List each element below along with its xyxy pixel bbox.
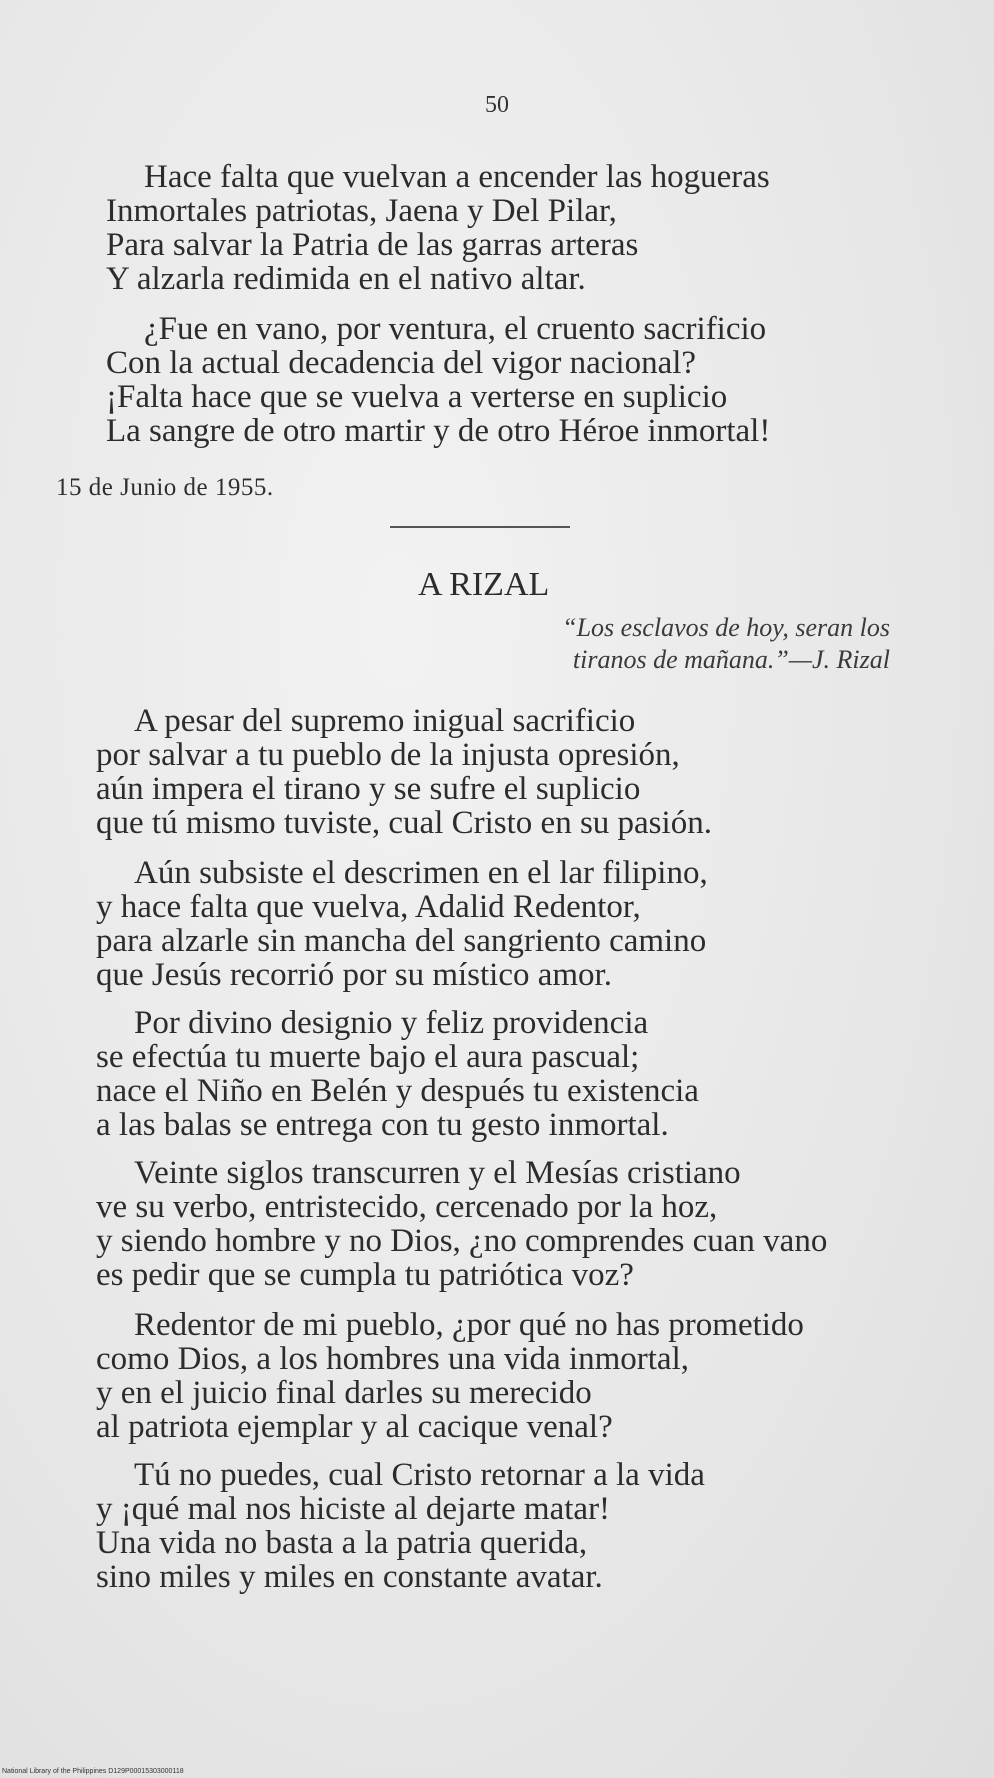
poem-line: Aún subsiste el descrimen en el lar filipino,: [134, 855, 708, 891]
poem-line: como Dios, a los hombres una vida inmortal,: [96, 1341, 689, 1377]
poem-line: que Jesús recorrió por su místico amor.: [96, 957, 612, 993]
poem-line: y en el juicio final darles su merecido: [96, 1375, 592, 1411]
poem-line: se efectúa tu muerte bajo el aura pascual;: [96, 1039, 640, 1075]
stanza-7: [96, 1308, 804, 1444]
library-credit: National Library of the Philippines D129P00015303000118: [2, 1768, 184, 1775]
poem-line: Inmortales patriotas, Jaena y Del Pilar,: [106, 193, 617, 229]
poem-line: Tú no puedes, cual Cristo retornar a la vida: [134, 1457, 705, 1493]
epigraph-line: tiranos de mañana.”—J. Rizal: [572, 645, 890, 674]
poem-line: y hace falta que vuelva, Adalid Redentor,: [96, 889, 641, 925]
poem-line: A pesar del supremo inigual sacrificio: [134, 703, 636, 739]
poem-line: La sangre de otro martir y de otro Héroe inmortal!: [106, 413, 771, 449]
poem-line: Veinte siglos transcurren y el Mesías cristiano: [134, 1155, 741, 1191]
stanza-3: [96, 704, 712, 840]
page-number: 50: [485, 92, 509, 118]
stanza-8: [96, 1458, 705, 1594]
poem-line: ¿Fue en vano, por ventura, el cruento sacrificio: [144, 311, 767, 347]
poem-line: Una vida no basta a la patria querida,: [96, 1525, 588, 1561]
section-divider: [390, 526, 570, 528]
poem-line: ¡Falta hace que se vuelva a verterse en suplicio: [106, 379, 728, 415]
stanza-1: [106, 160, 770, 296]
poem-title: A RIZAL: [418, 566, 550, 603]
poem-line: Y alzarla redimida en el nativo altar.: [106, 261, 586, 297]
poem-line: ve su verbo, entristecido, cercenado por la hoz,: [96, 1189, 718, 1225]
poem-line: aún impera el tirano y se sufre el suplicio: [96, 771, 641, 807]
stanza-4: [96, 856, 708, 992]
stanza-6: [96, 1156, 827, 1292]
epigraph-line: “Los esclavos de hoy, seran los: [562, 613, 890, 642]
poem-line: Por divino designio y feliz providencia: [134, 1005, 649, 1041]
poem-line: Para salvar la Patria de las garras arteras: [106, 227, 639, 263]
stanza-5: [96, 1006, 699, 1142]
poem-line: Con la actual decadencia del vigor nacional?: [106, 345, 697, 381]
poem-line: sino miles y miles en constante avatar.: [96, 1559, 603, 1595]
poem-line: para alzarle sin mancha del sangriento camino: [96, 923, 707, 959]
poem-line: nace el Niño en Belén y después tu existencia: [96, 1073, 699, 1109]
poem-line: a las balas se entrega con tu gesto inmortal.: [96, 1107, 669, 1143]
poem-line: Hace falta que vuelvan a encender las hogueras: [144, 159, 770, 195]
poem-line: y siendo hombre y no Dios, ¿no comprendes cuan vano: [96, 1223, 828, 1259]
poem-line: por salvar a tu pueblo de la injusta opresión,: [96, 737, 680, 773]
poem-line: es pedir que se cumpla tu patriótica voz?: [96, 1257, 634, 1293]
poem-line: y ¡qué mal nos hiciste al dejarte matar!: [96, 1491, 611, 1527]
stanza-2: [106, 312, 770, 448]
poem-line: Redentor de mi pueblo, ¿por qué no has prometido: [134, 1307, 804, 1343]
epigraph: [420, 612, 890, 676]
poem-line: que tú mismo tuviste, cual Cristo en su pasión.: [96, 805, 712, 841]
poem-line: al patriota ejemplar y al cacique venal?: [96, 1409, 613, 1445]
poem-date: 15 de Junio de 1955.: [56, 474, 274, 501]
